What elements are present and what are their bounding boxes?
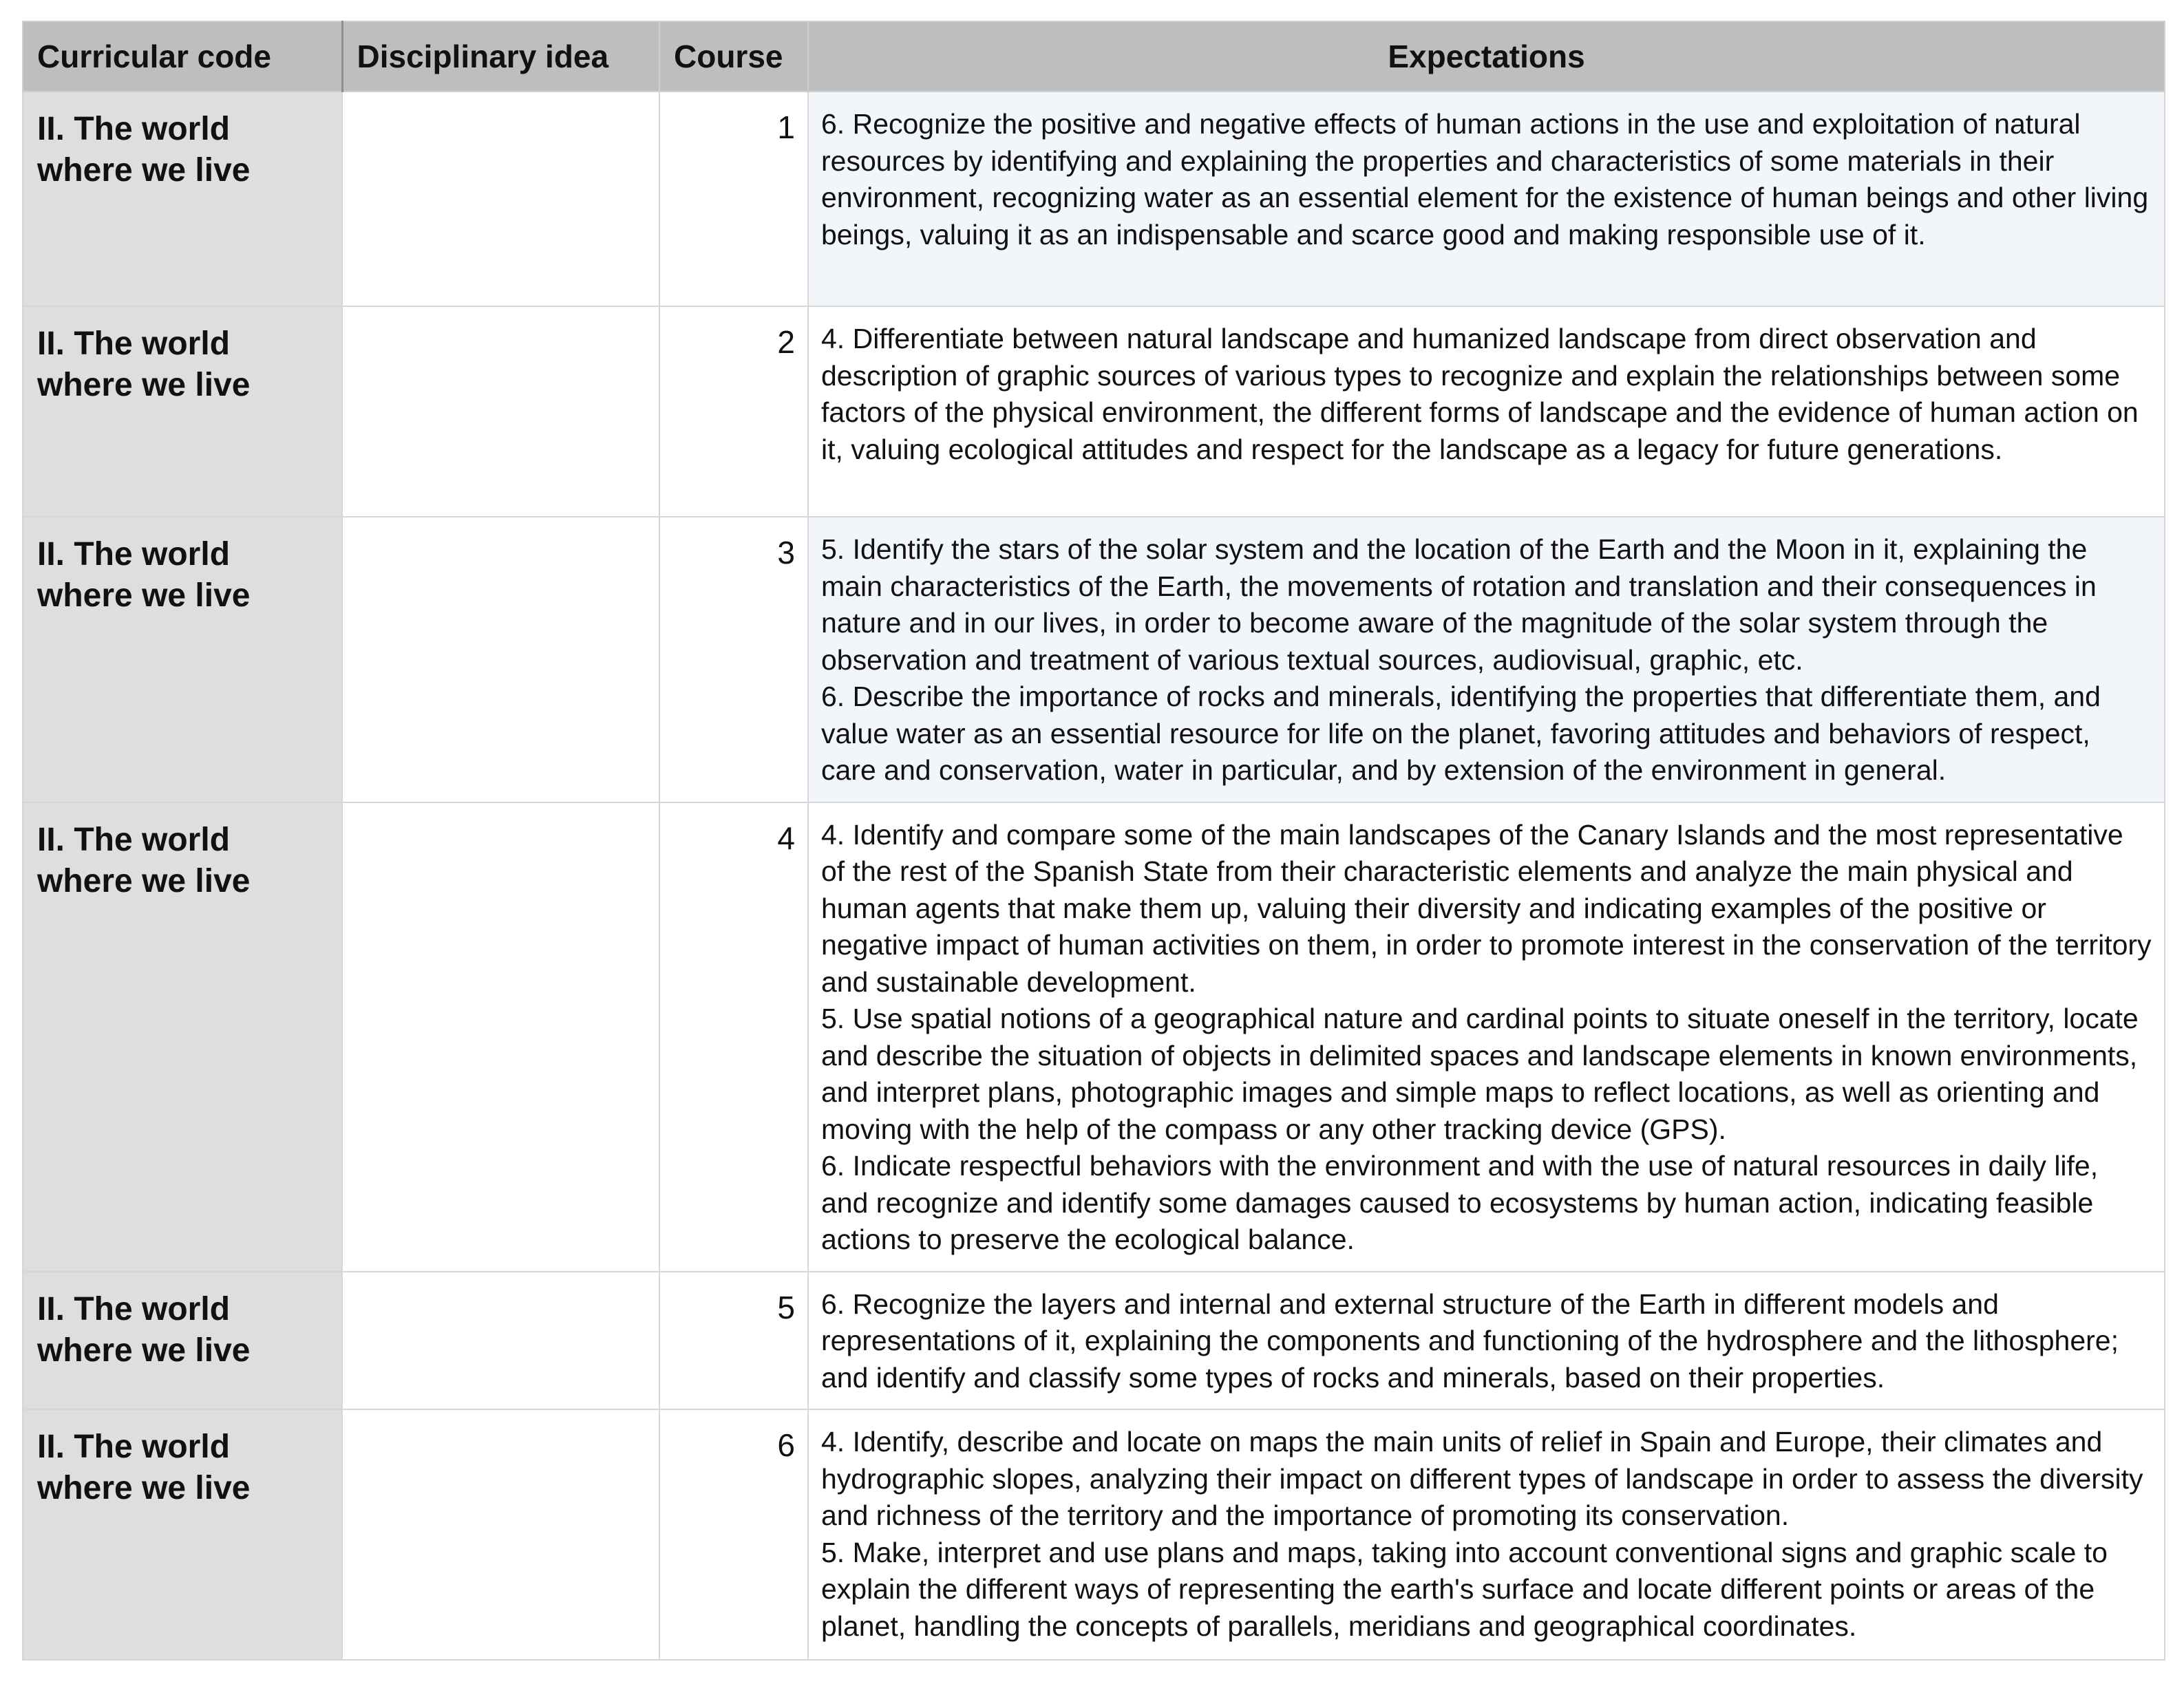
table-row	[23, 92, 2165, 306]
expectations-cell[interactable]	[808, 92, 2165, 306]
table-body	[23, 92, 2165, 1660]
course-cell[interactable]: 6	[659, 1409, 808, 1660]
expectation-text: 5. Make, interpret and use plans and maps, taking into account conventional signs and graphic scale to explain the different ways of representing the earth's surface and locate different points or areas of the planet, handling the concepts of parallels, meridians and geographical coordinates.	[821, 1536, 2108, 1642]
expectation-text: 5. Use spatial notions of a geographical nature and cardinal points to situate oneself in the territory, locate and describe the situation of objects in delimited spaces and landscape elements in known environments, and interpret plans, photographic images and simple maps to reflect locations, as well as orienting and moving with the help of the compass or any other tracking device (GPS).	[821, 1003, 2139, 1145]
course-cell[interactable]: 2	[659, 306, 808, 517]
curricular-code-cell[interactable]: II. The world where we live	[23, 306, 342, 517]
expectation-text: 6. Indicate respectful behaviors with the environment and with the use of natural resources in daily life, and recognize and identify some damages caused to ecosystems by human action, indicating feasible actions to preserve the ecological balance.	[821, 1150, 2099, 1255]
table-row	[23, 306, 2165, 517]
curricular-code-cell[interactable]: II. The world where we live	[23, 517, 342, 802]
curricular-code-cell[interactable]: II. The world where we live	[23, 802, 342, 1272]
expectation-text: 4. Identify and compare some of the main landscapes of the Canary Islands and the most representative of the rest of the Spanish State from their characteristic elements and analyze the main physical and human agents that make them up, valuing their diversity and indicating examples of the positive or negative impact of human activities on them, in order to promote interest in the conservation of the territory and sustainable development.	[821, 818, 2152, 998]
header-row	[23, 21, 2165, 92]
expectation-text: 6. Recognize the positive and negative effects of human actions in the use and exploitation of natural resources by identifying and explaining the properties and characteristics of some materials in their environment, recognizing water as an essential element for the existence of human beings and other living beings, valuing it as an indispensable and scarce good and making responsible use of it.	[821, 108, 2149, 250]
disciplinary-idea-cell[interactable]	[342, 306, 659, 517]
table-header	[23, 21, 2165, 92]
expectations-cell[interactable]	[808, 306, 2165, 517]
expectation-text: 5. Identify the stars of the solar system and the location of the Earth and the Moon in it, explaining the main characteristics of the Earth, the movements of rotation and translation and their consequences in nature and in our lives, in order to become aware of the magnitude of the solar system through the observation and treatment of various textual sources, audiovisual, graphic, etc.	[821, 533, 2097, 676]
disciplinary-idea-cell[interactable]	[342, 802, 659, 1272]
curricular-code-cell[interactable]: II. The world where we live	[23, 92, 342, 306]
curriculum-table	[22, 21, 2165, 1661]
expectations-cell[interactable]	[808, 1409, 2165, 1660]
expectations-cell[interactable]	[808, 802, 2165, 1272]
header-disciplinary-idea[interactable]: Disciplinary idea	[342, 21, 659, 92]
table-row	[23, 1409, 2165, 1660]
expectation-text: 4. Differentiate between natural landscape and humanized landscape from direct observation and description of graphic sources of various types to recognize and explain the relationships between some factors of the physical environment, the different forms of landscape and the evidence of human action on it, valuing ecological attitudes and respect for the landscape as a legacy for future generations.	[821, 323, 2139, 465]
expectation-text: 6. Recognize the layers and internal and external structure of the Earth in different models and representations of it, explaining the components and functioning of the hydrosphere and the lithosphere; and identify and classify some types of rocks and minerals, based on their properties.	[821, 1288, 2119, 1394]
header-expectations[interactable]: Expectations	[808, 21, 2165, 92]
expectation-text: 6. Describe the importance of rocks and minerals, identifying the properties that differentiate them, and value water as an essential resource for life on the planet, favoring attitudes and behaviors of respect, care and conservation, water in particular, and by extension of the environment in general.	[821, 681, 2101, 786]
table-row	[23, 802, 2165, 1272]
course-cell[interactable]: 4	[659, 802, 808, 1272]
expectations-cell[interactable]	[808, 517, 2165, 802]
disciplinary-idea-cell[interactable]	[342, 517, 659, 802]
course-cell[interactable]: 5	[659, 1272, 808, 1410]
expectations-cell[interactable]	[808, 1272, 2165, 1410]
header-course[interactable]: Course	[659, 21, 808, 92]
curricular-code-cell[interactable]: II. The world where we live	[23, 1272, 342, 1410]
curricular-code-cell[interactable]: II. The world where we live	[23, 1409, 342, 1660]
table-row	[23, 1272, 2165, 1410]
header-curricular-code[interactable]: Curricular code	[23, 21, 342, 92]
disciplinary-idea-cell[interactable]	[342, 1272, 659, 1410]
expectation-text: 4. Identify, describe and locate on maps the main units of relief in Spain and Europe, their climates and hydrographic slopes, analyzing their impact on different types of landscape in order to assess the diversity and richness of the territory and the importance of promoting its conservation.	[821, 1426, 2143, 1531]
course-cell[interactable]: 3	[659, 517, 808, 802]
course-cell[interactable]: 1	[659, 92, 808, 306]
table-row	[23, 517, 2165, 802]
disciplinary-idea-cell[interactable]	[342, 92, 659, 306]
disciplinary-idea-cell[interactable]	[342, 1409, 659, 1660]
